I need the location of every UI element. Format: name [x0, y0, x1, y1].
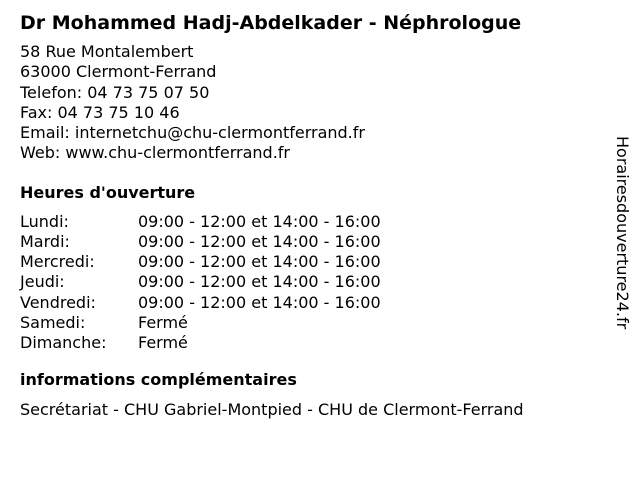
address-city: 63000 Clermont-Ferrand: [20, 62, 217, 82]
hours-time: Fermé: [138, 312, 188, 332]
hours-time: 09:00 - 12:00 et 14:00 - 16:00: [138, 211, 381, 231]
listing-page: [20, 10, 610, 420]
hours-row: [20, 232, 610, 252]
info-text: Secrétariat - CHU Gabriel-Montpied - CHU de Clermont-Ferrand: [20, 400, 524, 420]
hours-day: Dimanche:: [20, 333, 107, 352]
hours-time: Fermé: [138, 333, 188, 352]
hours-time: 09:00 - 12:00 et 14:00 - 16:00: [138, 231, 381, 251]
hours-day: Vendredi:: [20, 292, 96, 312]
hours-day: Samedi:: [20, 312, 86, 332]
contact-block: [20, 42, 610, 164]
watermark-text: Horairesdouverture24.fr: [613, 136, 632, 330]
hours-row: [20, 333, 610, 353]
hours-day: Mercredi:: [20, 252, 95, 272]
phone-line: Telefon: 04 73 75 07 50: [20, 82, 210, 102]
web-line: Web: www.chu-clermontferrand.fr: [20, 143, 291, 163]
hours-table: [20, 212, 610, 353]
hours-row: [20, 212, 610, 232]
hours-day: Jeudi:: [20, 272, 65, 292]
hours-time: 09:00 - 12:00 et 14:00 - 16:00: [138, 292, 381, 312]
hours-day: Lundi:: [20, 211, 69, 231]
hours-row: [20, 293, 610, 313]
fax-line: Fax: 04 73 75 10 46: [20, 102, 180, 122]
hours-row: [20, 252, 610, 272]
hours-row: [20, 272, 610, 292]
page-title: Dr Mohammed Hadj-Abdelkader - Néphrologue: [20, 12, 522, 34]
hours-day: Mardi:: [20, 231, 70, 251]
address-street: 58 Rue Montalembert: [20, 42, 194, 61]
email-line: Email: internetchu@chu-clermontferrand.fr: [20, 123, 365, 143]
info-heading: informations complémentaires: [20, 370, 297, 390]
hours-heading: Heures d'ouverture: [20, 182, 196, 202]
hours-time: 09:00 - 12:00 et 14:00 - 16:00: [138, 272, 381, 292]
hours-row: [20, 313, 610, 333]
hours-time: 09:00 - 12:00 et 14:00 - 16:00: [138, 252, 381, 272]
